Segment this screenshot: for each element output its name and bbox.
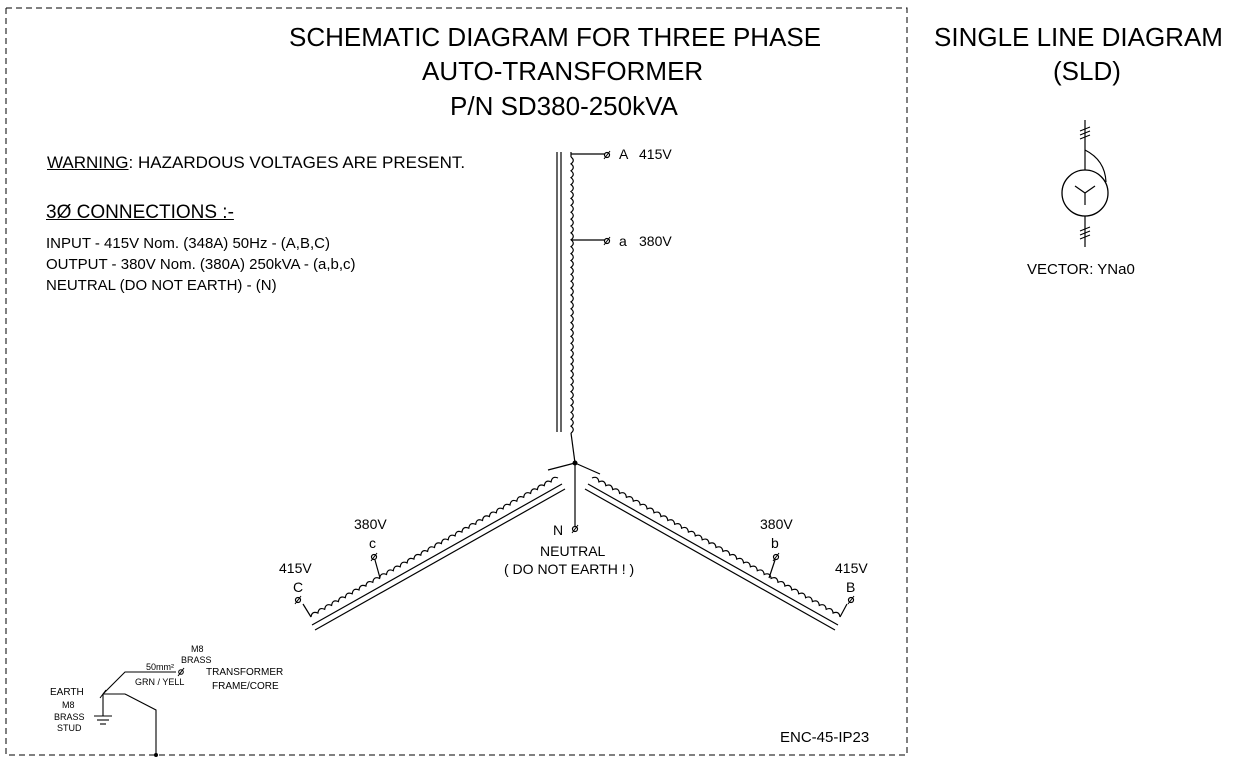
b-leg-lead	[575, 463, 600, 474]
neutral-note-line-1: NEUTRAL	[540, 543, 606, 559]
earth-cable-size: 50mm²	[146, 662, 175, 672]
terminal-c-label: c	[369, 535, 376, 551]
frame-label-1: TRANSFORMER	[206, 667, 284, 678]
warning-text: : HAZARDOUS VOLTAGES ARE PRESENT.	[128, 153, 466, 172]
core-line-c-2	[315, 489, 565, 630]
c-leg-lead	[548, 463, 575, 470]
title-line-2: AUTO-TRANSFORMER	[422, 56, 704, 86]
earth-stud-label: STUD	[57, 723, 82, 733]
frame-stud-brass: BRASS	[181, 655, 212, 665]
drawing-number: ENC-45-IP23	[780, 729, 870, 746]
frame-stud-m8: M8	[191, 644, 204, 654]
winding-a	[571, 157, 573, 433]
earth-label: EARTH	[50, 687, 84, 698]
earth-bond	[103, 694, 156, 755]
sld-title-line-2: (SLD)	[1053, 56, 1121, 86]
terminal-B-voltage: 415V	[835, 560, 868, 576]
terminal-a-label: a	[619, 233, 627, 249]
earth-stud-m8: M8	[62, 700, 75, 710]
winding-a-bottom-lead	[571, 433, 575, 463]
warning-label: WARNING	[47, 153, 129, 172]
terminal-b-voltage: 380V	[760, 516, 793, 532]
terminal-b-label: b	[771, 535, 779, 551]
connections-output: OUTPUT - 380V Nom. (380A) 250kVA - (a,b,c)	[46, 256, 356, 273]
core-line-b-1	[588, 484, 838, 625]
neutral-note-line-2: ( DO NOT EARTH ! )	[504, 561, 635, 577]
earth-stud-brass: BRASS	[54, 712, 85, 722]
terminal-A-label: A	[619, 146, 629, 162]
frame-label-2: FRAME/CORE	[212, 681, 279, 692]
connections-input: INPUT - 415V Nom. (348A) 50Hz - (A,B,C)	[46, 235, 330, 252]
sld-title-line-1: SINGLE LINE DIAGRAM	[934, 22, 1223, 52]
terminal-c-voltage: 380V	[354, 516, 387, 532]
warning-line	[47, 154, 465, 171]
terminal-A-voltage: 415V	[639, 146, 672, 162]
sld-symbol	[1062, 120, 1108, 247]
core-line-b-2	[585, 489, 835, 630]
core-line-c-1	[312, 484, 562, 625]
terminal-a-voltage: 380V	[639, 233, 672, 249]
terminal-N-label: N	[553, 522, 564, 538]
winding-b	[592, 477, 840, 617]
terminal-C-voltage: 415V	[279, 560, 312, 576]
winding-c	[311, 477, 558, 617]
connections-heading: 3Ø CONNECTIONS :-	[46, 202, 234, 223]
title-line-3: P/N SD380-250kVA	[450, 91, 678, 121]
terminal-C-label: C	[293, 579, 304, 595]
terminal-B-label: B	[846, 579, 856, 595]
title-line-1: SCHEMATIC DIAGRAM FOR THREE PHASE	[289, 22, 822, 52]
connections-neutral: NEUTRAL (DO NOT EARTH) - (N)	[46, 277, 277, 294]
vector-label: VECTOR: YNa0	[1027, 261, 1135, 278]
earth-cable-color: GRN / YELL	[135, 677, 185, 687]
